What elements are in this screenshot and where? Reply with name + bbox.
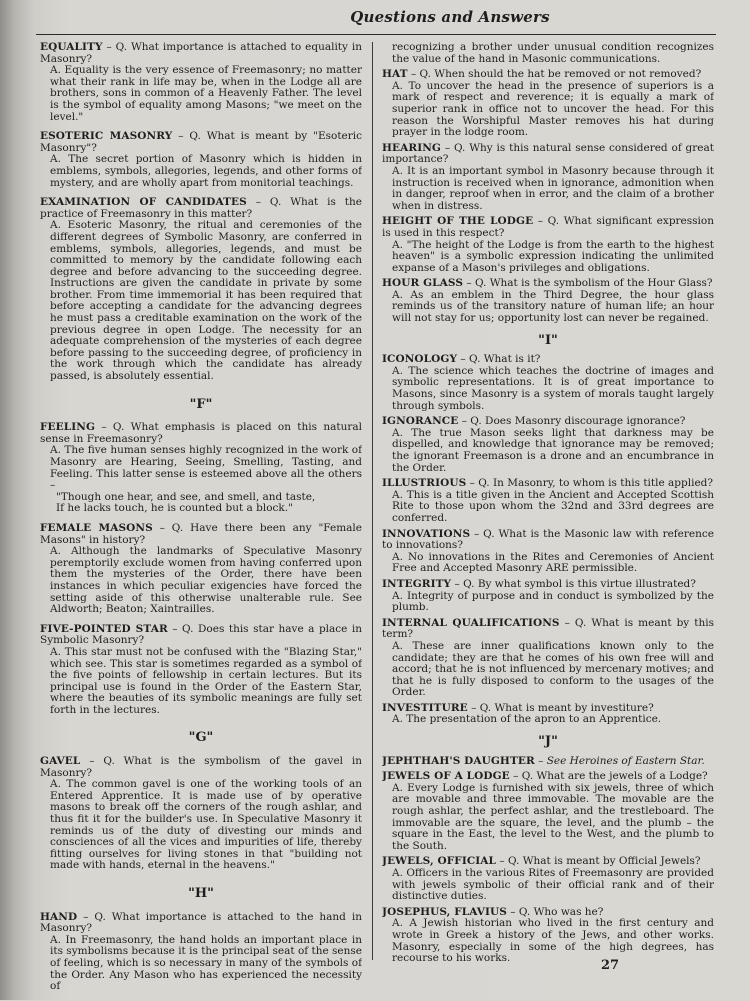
entry-answer: A. Officers in the various Rites of Freemasonry are provided with jewels symbolic of their official rank and of their distinctive duties. xyxy=(392,867,714,903)
entry-answer: A. The common gavel is one of the working tools of an Entered Apprentice. It is made use of by operative masons to break off the corners of the rough ashlar, and thus fit it for the builder's use. In Speculative Masonry it reminds us of the duty of divesting our minds and consciences of all the vices and impurities of life, thereby fitting ourselves for living stones in that "building not made with hands, eternal in the heavens." xyxy=(50,778,362,872)
entry-term: HEIGHT OF THE LODGE xyxy=(382,215,534,228)
entry-term: FIVE-POINTED STAR xyxy=(40,622,168,635)
column-divider xyxy=(372,42,373,960)
entry-gavel xyxy=(40,756,362,872)
entry-jewels-official xyxy=(382,856,714,902)
entry-ignorance xyxy=(382,416,714,474)
entry-question: – Q. What importance is attached to equality in Masonry? xyxy=(40,42,362,65)
entry-answer: A. These are inner qualifications known only to the candidate; they are that he comes of his own free will and accord; that he is not influenced by mercenary motives; and that he is fully disposed to conform to the usages of the Order. xyxy=(392,639,714,699)
entry-term: JEWELS, OFFICIAL xyxy=(382,855,497,868)
section-letter-h: "H" xyxy=(188,886,214,901)
entry-question: – Q. Does Masonry discourage ignorance? xyxy=(458,415,686,428)
section-letter-i: "I" xyxy=(538,332,558,348)
entry-feeling xyxy=(40,422,362,515)
left-column xyxy=(40,42,362,1001)
entry-term: INVESTITURE xyxy=(382,701,468,714)
entry-answer: A. The true Mason seeks light that darkness may be dispelled, and knowledge that ignorance may be removed; the ignorant Freemason is a drone and an encumbrance in the Order. xyxy=(392,426,714,474)
entry-equality xyxy=(40,42,362,123)
entry-term: ILLUSTRIOUS xyxy=(382,477,467,490)
entry-question: – Q. What is the symbolism of the Hour Glass? xyxy=(463,277,713,290)
section-letter-g: "G" xyxy=(188,730,214,746)
cross-reference: – See Heroines of Eastern Star. xyxy=(534,754,705,767)
entry-female-masons xyxy=(40,523,362,616)
entry-hand xyxy=(40,912,362,993)
entry-answer: A. In Freemasonry, the hand holds an important place in its symbolisms because it is the principal seat of the sense of feeling, which is so necessary in many of the symbols of the Order. Any Mason who has experienced the necessity of xyxy=(50,933,362,993)
entry-five-pointed-star xyxy=(40,624,362,717)
entry-question: – Q. When should the hat be removed or not removed? xyxy=(407,68,702,81)
entry-question: – Q. What is meant by investiture? xyxy=(467,701,654,714)
entry-term: HAND xyxy=(40,910,78,923)
section-letter-j: "J" xyxy=(538,734,558,750)
entry-term: INTEGRITY xyxy=(382,577,452,590)
entry-answer: A. This is a title given in the Ancient and Accepted Scottish Rite to those upon whom the 32nd and 33rd degrees are conferred. xyxy=(392,488,714,524)
entry-answer: A. The secret portion of Masonry which is hidden in emblems, symbols, allegories, legends, and other forms of mystery, and are wholly apart from monitorial teachings. xyxy=(50,153,362,189)
entry-hand-continued xyxy=(382,42,714,65)
entry-question: – Q. What is meant by Official Jewels? xyxy=(496,855,701,868)
page-number: 27 xyxy=(600,958,620,973)
entry-integrity xyxy=(382,579,714,614)
entry-question: – Q. By what symbol is this virtue illustrated? xyxy=(451,577,696,590)
entry-question: – Q. What is meant by "Esoteric Masonry"? xyxy=(40,130,362,154)
entry-answer: A. To uncover the head in the presence of superiors is a mark of respect and reverence; it is equally a mark of superior rank in office not to uncover the head. For this reason the Worshipful Master removes his hat during prayer in the lodge room. xyxy=(392,79,714,139)
entry-question: – Q. What is the symbolism of the gavel in Masonry? xyxy=(40,755,362,779)
section-letter-f: "F" xyxy=(189,396,213,412)
entry-term: HEARING xyxy=(382,141,441,154)
entry-term: JOSEPHUS, FLAVIUS xyxy=(382,905,507,918)
verse-line: "Though one hear, and see, and smell, and taste, xyxy=(56,490,316,503)
entry-answer: A. Although the landmarks of Speculative Masonry peremptorily exclude women from having conferred upon them the mysteries of the Order, there have been instances in which peculiar exigencies have forced the setting aside of this otherwise unalterable rule. See Aldworth; Beaton; Xaintrailles. xyxy=(50,545,362,616)
entry-term: INTERNAL QUALIFICATIONS xyxy=(382,616,560,629)
verse-line: If he lacks touch, he is counted but a block." xyxy=(56,502,293,515)
entry-term: FEMALE MASONS xyxy=(40,521,153,534)
entry-examination-of-candidates xyxy=(40,197,362,383)
entry-answer: A. Every Lodge is furnished with six jewels, three of which are movable and three immovable. The movable are the rough ashlar, the perfect ashlar, and the trestleboard. The immovable are the square, the level, and the plumb – the square in the East, the level to the West, and the plumb to the South. xyxy=(392,781,714,852)
entry-answer: A. Esoteric Masonry, the ritual and ceremonies of the different degrees of Symbolic Masonry, are conferred in emblems, symbols, allegories, legends, and must be committed to memory by the candidate following each degree and before advancing to the succeeding degree. Instructions are given the candidate in private by some brother. From time immemorial it has been required that before accepting a candidate for the advancing degrees he must pass a creditable examination on the work of the previous degree in open Lodge. The necessity for an adequate comprehension of the mysteries of each degree before passing to the succeeding degree, of proficiency in the work through which the candidate has already passed, is absolutely essential. xyxy=(50,219,362,383)
entry-question: – Q. Who was he? xyxy=(506,905,604,918)
entry-esoteric-masonry xyxy=(40,131,362,189)
entry-answer: A. Equality is the very essence of Freemasonry; no matter what their rank in life may be, when in the Lodge all are brothers, sons in common of a Heavenly Father. The level is the symbol of equality among Masons; "we meet on the level." xyxy=(50,64,362,123)
entry-question: – Q. Why is this natural sense considered of great importance? xyxy=(382,141,714,166)
entry-question: – Q. Have there been any "Female Masons" in history? xyxy=(40,521,362,546)
entry-answer: A. As an emblem in the Third Degree, the hour glass reminds us of the transitory nature of human life; an hour will not stay for us; opportunity lost can never be regained. xyxy=(392,288,714,325)
entry-hearing xyxy=(382,143,714,213)
entry-term: ICONOLOGY xyxy=(382,353,458,366)
entry-term: EXAMINATION OF CANDIDATES xyxy=(40,196,247,209)
right-column xyxy=(382,42,714,969)
entry-question: – Q. In Masonry, to whom is this title applied? xyxy=(466,477,714,490)
entry-josephus-flavius xyxy=(382,907,714,965)
entry-question: – Q. Does this star have a place in Symbolic Masonry? xyxy=(40,622,362,647)
entry-term: FEELING xyxy=(40,421,96,434)
running-header: Questions and Answers xyxy=(350,8,550,26)
entry-answer: A. The presentation of the apron to an Apprentice. xyxy=(392,713,662,726)
entry-term: HOUR GLASS xyxy=(382,277,464,290)
entry-term: JEWELS OF A LODGE xyxy=(382,770,510,783)
entry-iconology xyxy=(382,354,714,412)
entry-question: – Q. What importance is attached to the hand in Masonry? xyxy=(40,910,362,935)
entry-question: – Q. What is it? xyxy=(457,353,541,366)
entry-answer: A. It is an important symbol in Masonry because through it instruction is received when in ignorance, admonition when in danger, reproof when in error, and the claim of a brother when in distress. xyxy=(392,164,714,212)
entry-illustrious xyxy=(382,478,714,524)
entry-innovations xyxy=(382,529,714,575)
entry-term: JEPHTHAH'S DAUGHTER xyxy=(382,754,535,767)
entry-hour-glass xyxy=(382,278,714,324)
entry-question: – Q. What emphasis is placed on this natural sense in Freemasonry? xyxy=(40,421,362,445)
entry-answer: recognizing a brother under unusual condition recognizes the value of the hand in Masonic communications. xyxy=(392,42,714,65)
entry-height-of-the-lodge xyxy=(382,216,714,274)
entry-term: EQUALITY xyxy=(40,42,103,53)
entry-term: IGNORANCE xyxy=(382,415,459,428)
entry-term: HAT xyxy=(382,68,408,81)
entry-answer: A. A Jewish historian who lived in the first century and wrote in Greek a history of the Jews, and other works. Masonry, especially in some of the high degrees, has recourse to his works. xyxy=(392,917,714,965)
header-rule xyxy=(36,34,716,35)
entry-jewels-of-a-lodge xyxy=(382,771,714,852)
entry-question: – Q. What is the practice of Freemasonry in this matter? xyxy=(40,196,362,220)
entry-term: GAVEL xyxy=(40,755,81,768)
entry-question: – Q. What are the jewels of a Lodge? xyxy=(509,770,708,783)
entry-answer: A. Integrity of purpose and in conduct is symbolized by the plumb. xyxy=(392,589,714,614)
entry-answer: A. This star must not be confused with the "Blazing Star," which see. This star is sometimes regarded as a symbol of the five points of fellowship in certain lectures. But its principal use is found in the Order of the Eastern Star, where the beauties of its symbolic meanings are fully set forth in the lectures. xyxy=(50,645,362,716)
entry-internal-qualifications xyxy=(382,618,714,699)
entry-term: INNOVATIONS xyxy=(382,527,471,540)
entry-answer: A. The five human senses highly recognized in the work of Masonry are Hearing, Seeing, Smelling, Tasting, and Feeling. This latter sense is esteemed above all the others – xyxy=(50,444,362,492)
entry-question: – Q. What is the Masonic law with reference to innovations? xyxy=(382,527,714,552)
entry-answer: A. No innovations in the Rites and Ceremonies of Ancient Free and Accepted Masonry ARE permissible. xyxy=(392,550,714,575)
entry-answer: A. "The height of the Lodge is from the earth to the highest heaven" is a symbolic expression indicating the unlimited expanse of a Mason's privileges and obligations. xyxy=(392,238,714,274)
entry-term: ESOTERIC MASONRY xyxy=(40,130,173,143)
entry-question: – Q. What significant expression is used in this respect? xyxy=(382,215,714,239)
entry-question: – Q. What is meant by this term? xyxy=(382,616,714,641)
entry-investiture xyxy=(382,703,714,726)
entry-hat xyxy=(382,69,714,139)
entry-answer: A. The science which teaches the doctrine of images and symbolic representations. It is of great importance to Masons, since Masonry is a system of morals taught largely through symbols. xyxy=(392,364,714,412)
entry-jephthahs-daughter xyxy=(382,756,714,768)
